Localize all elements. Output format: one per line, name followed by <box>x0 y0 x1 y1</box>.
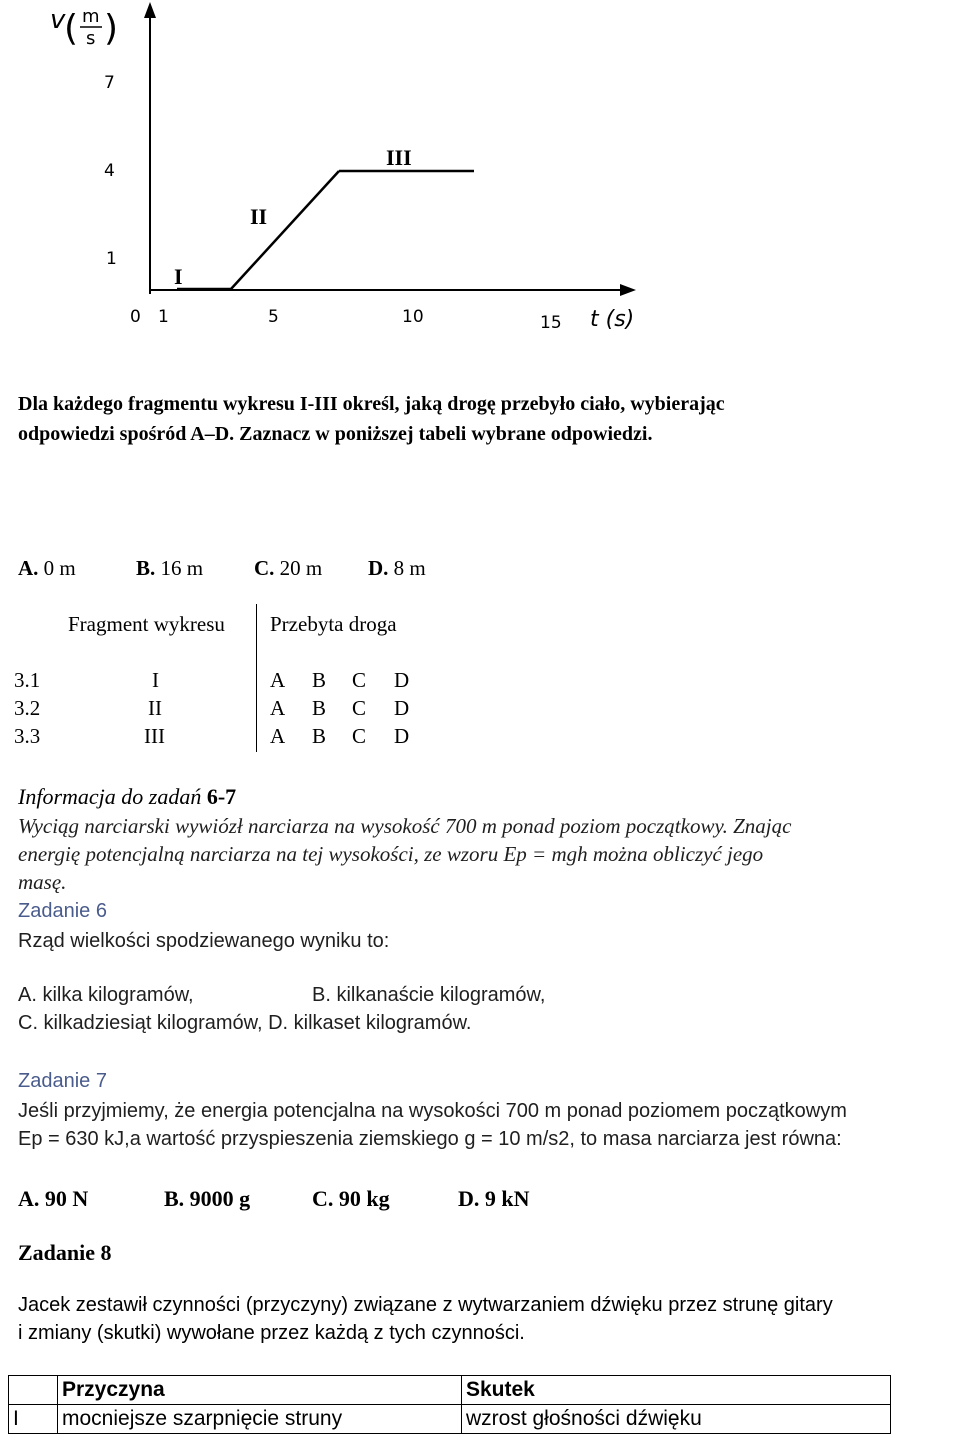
task8-title: Zadanie 8 <box>18 1240 112 1265</box>
table-cell-effect: wzrost głośności dźwięku <box>462 1405 891 1434</box>
y-unit-close-paren: ) <box>104 8 119 49</box>
task6-text: Rząd wielkości spodziewanego wyniku to: <box>18 930 390 952</box>
info-heading: Informacja do zadań 6-7 <box>18 784 237 809</box>
choice-d[interactable]: D <box>394 668 410 692</box>
choice-a[interactable]: A <box>270 696 286 720</box>
option-c: C. 20 m <box>254 556 323 580</box>
task6-option-a: A. kilka kilogramów, <box>18 984 194 1006</box>
table-header-cause: Przyczyna <box>58 1376 462 1405</box>
task7-answer-d: D. 9 kN <box>458 1186 530 1211</box>
y-unit-denominator: s <box>86 28 96 49</box>
option-b: B. 16 m <box>136 556 204 580</box>
cause-effect-table <box>8 1375 891 1434</box>
choice-c[interactable]: C <box>352 696 367 720</box>
choice-d[interactable]: D <box>394 696 410 720</box>
task6-title: Zadanie 6 <box>18 900 107 922</box>
row-number: 3.3 <box>14 724 41 748</box>
row-fragment: II <box>148 696 162 720</box>
task7-title: Zadanie 7 <box>18 1070 107 1092</box>
y-unit-open-paren: ( <box>64 8 79 49</box>
table-divider <box>256 604 257 752</box>
y-tick-label: 4 <box>104 161 115 181</box>
segment-label-II: II <box>250 204 268 229</box>
table-header-fragment: Fragment wykresu <box>68 612 225 636</box>
x-tick-label: 1 <box>158 307 169 327</box>
choice-a[interactable]: A <box>270 668 286 692</box>
task7-answer-a: A. 90 N <box>18 1186 89 1211</box>
choice-b[interactable]: B <box>312 724 327 748</box>
table-cell-number: I <box>9 1405 58 1434</box>
velocity-time-graph <box>0 0 660 340</box>
task8-line-1: Jacek zestawił czynności (przyczyny) związane z wytwarzaniem dźwięku przez strunę gitary <box>18 1294 833 1316</box>
row-number: 3.1 <box>14 668 41 692</box>
row-fragment: III <box>144 724 165 748</box>
info-line-1: Wyciąg narciarski wywiózł narciarza na wysokość 700 m ponad poziom początkowy. Znając <box>18 814 792 838</box>
info-line-2: energię potencjalną narciarza na tej wysokości, ze wzoru Ep = mgh można obliczyć jego <box>18 842 764 866</box>
table-cell-cause: mocniejsze szarpnięcie struny <box>58 1405 462 1434</box>
choice-a[interactable]: A <box>270 724 286 748</box>
task7-line-2: Ep = 630 kJ,a wartość przyspieszenia ziemskiego g = 10 m/s2, to masa narciarza jest równa: <box>18 1128 842 1150</box>
y-axis-arrow <box>144 2 156 18</box>
task6-options-c-d: C. kilkadziesiąt kilogramów, D. kilkaset kilogramów. <box>18 1012 472 1034</box>
choice-d[interactable]: D <box>394 724 410 748</box>
table-header-distance: Przebyta droga <box>270 612 397 636</box>
question-line-2: odpowiedzi spośród A–D. Zaznacz w poniższej tabeli wybrane odpowiedzi. <box>18 423 653 445</box>
table-cell <box>9 1376 58 1405</box>
segment-II-line <box>231 171 339 289</box>
task7-answer-b: B. 9000 g <box>164 1186 251 1211</box>
option-d: D. 8 m <box>368 556 426 580</box>
choice-c[interactable]: C <box>352 668 367 692</box>
task8-line-2: i zmiany (skutki) wywołane przez każdą z tych czynności. <box>18 1322 525 1344</box>
row-number: 3.2 <box>14 696 41 720</box>
x-tick-label: 5 <box>268 307 279 327</box>
task6-option-b: B. kilkanaście kilogramów, <box>312 984 546 1006</box>
x-tick-label: 10 <box>402 307 424 327</box>
y-tick-label: 1 <box>106 249 117 269</box>
choice-b[interactable]: B <box>312 668 327 692</box>
choice-c[interactable]: C <box>352 724 367 748</box>
option-a: A. 0 m <box>18 556 76 580</box>
row-fragment: I <box>152 668 159 692</box>
y-unit-numerator: m <box>82 6 100 27</box>
y-tick-label: 7 <box>104 73 115 93</box>
task7-answer-c: C. 90 kg <box>312 1186 390 1211</box>
y-axis-symbol: v <box>50 5 66 35</box>
segment-label-III: III <box>386 145 412 170</box>
x-tick-label: 0 <box>130 307 141 327</box>
x-axis-label: t (s) <box>590 307 635 332</box>
info-line-3: masę. <box>18 870 67 894</box>
table-header-row <box>9 1376 891 1405</box>
table-row <box>9 1405 891 1434</box>
question-line-1: Dla każdego fragmentu wykresu I-III określ, jaką drogę przebyło ciało, wybierając <box>18 393 725 415</box>
x-tick-label: 15 <box>540 313 562 333</box>
task7-line-1: Jeśli przyjmiemy, że energia potencjalna na wysokości 700 m ponad poziomem początkowym <box>18 1100 847 1122</box>
table-header-effect: Skutek <box>462 1376 891 1405</box>
segment-label-I: I <box>174 264 183 289</box>
choice-b[interactable]: B <box>312 696 327 720</box>
x-axis-arrow <box>620 284 636 296</box>
